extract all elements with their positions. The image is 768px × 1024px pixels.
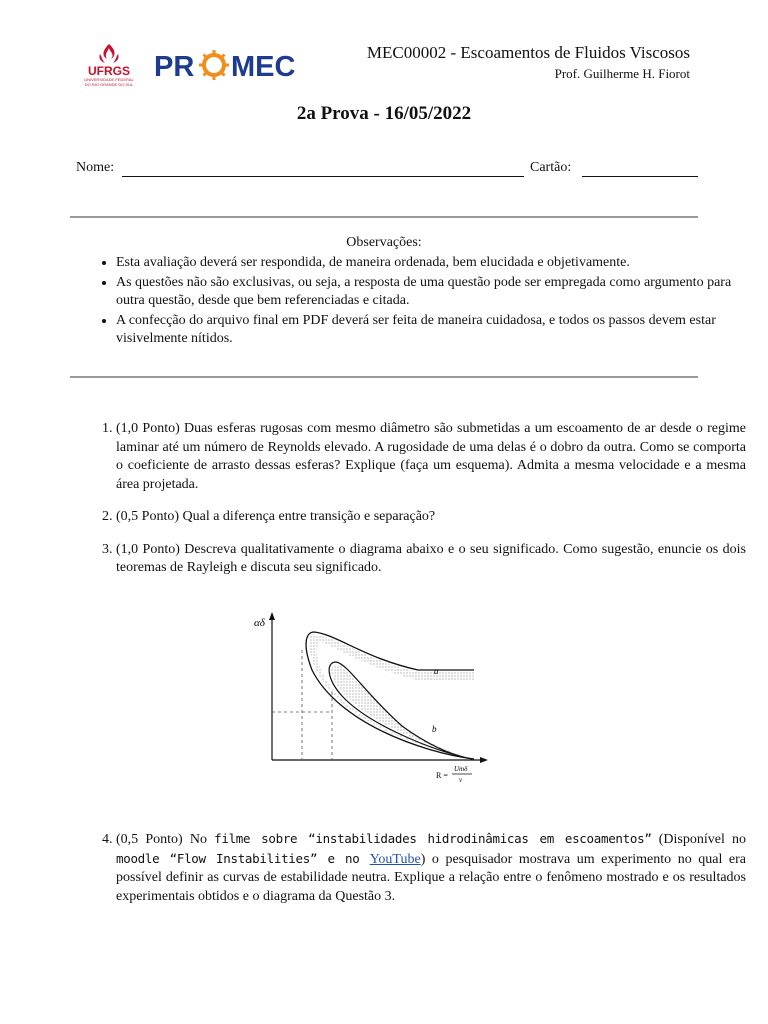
ufrgs-logo <box>78 42 140 88</box>
youtube-link[interactable]: YouTube <box>369 851 421 867</box>
nome-field-line[interactable] <box>122 176 524 177</box>
professor-name: Prof. Guilherme H. Fiorot <box>554 66 690 81</box>
question-4-list <box>72 830 746 906</box>
question-4-part-2: (Disponível no <box>651 832 747 847</box>
y-axis-label: αδ <box>254 617 265 629</box>
x-axis-fraction-num: Umδ <box>454 765 468 773</box>
questions-list <box>72 420 746 578</box>
promec-logo-text-2: MEC <box>231 51 296 82</box>
question-4-film-ref: filme sobre “instabilidades hidrodinâmicas em escoamentos” <box>214 831 652 846</box>
promec-logo <box>152 46 302 82</box>
curve-a-label: a <box>434 666 439 676</box>
stability-diagram <box>250 600 512 784</box>
curve-a <box>306 632 474 759</box>
ufrgs-flame-icon <box>99 44 118 63</box>
observation-item: • A confecção do arquivo final em PDF deverá ser feita de maneira cuidadosa, e todos os passos devem estar visivelmente nítidos. <box>116 312 746 349</box>
ufrgs-logo-subtext-2: DO RIO GRANDE DO SUL <box>84 82 134 87</box>
cartao-label: Cartão: <box>530 160 572 175</box>
y-axis-arrow <box>269 612 275 620</box>
question-1: 1. (1,0 Ponto) Duas esferas rugosas com mesmo diâmetro são submetidas a um escoamento de ar desde o regime laminar até um número de Reynolds elevado. A rugosidade de uma delas é o dobro da outra. Como se comporta o coeficiente de arrasto dessas esferas? Explique (faça um esquema). Admita a mesma velocidade e a mesma área projetada. <box>116 420 746 494</box>
nome-label: Nome: <box>76 160 115 175</box>
cartao-field-line[interactable] <box>582 176 698 177</box>
promec-gear-icon <box>199 50 229 80</box>
observations-title: Observações: <box>346 235 422 250</box>
observation-item: • Esta avaliação deverá ser respondida, de maneira ordenada, bem elucidada e objetivamente. <box>116 254 746 273</box>
ufrgs-logo-text: UFRGS <box>88 64 130 78</box>
x-axis-arrow <box>480 757 488 763</box>
observations-list <box>72 254 746 350</box>
question-4 <box>116 830 746 906</box>
question-2: 2. (0,5 Ponto) Qual a diferença entre transição e separação? <box>116 508 746 527</box>
divider-bottom <box>70 376 698 378</box>
exam-title: 2a Prova - 16/05/2022 <box>296 103 472 124</box>
curve-b-label: b <box>432 724 437 734</box>
curve-a-band <box>309 634 474 757</box>
ufrgs-logo-subtext-1: UNIVERSIDADE FEDERAL <box>84 77 134 82</box>
x-axis-label: R = <box>436 771 448 780</box>
x-axis-fraction-den: ν <box>459 776 463 784</box>
question-4-part-1: (0,5 Ponto) No <box>116 832 215 847</box>
question-4-part-3: ) o pesquisador mostrava um experimento no qual era possível definir as curvas de estabilidade neutra. Explique a relação entre o fenômeno mostrado e os resultados experimentais obtidos e o diagrama da Questão 3. <box>116 851 746 904</box>
question-4-moodle-ref: moodle “Flow Instabilities” e no <box>116 850 370 866</box>
course-title: MEC00002 - Escoamentos de Fluidos Viscosos <box>366 43 690 62</box>
observation-item: • As questões não são exclusivas, ou seja, a resposta de uma questão pode ser empregada como argumento para outra questão, desde que bem referenciadas e citada. <box>116 274 746 311</box>
question-3: 3. (1,0 Ponto) Descreva qualitativamente o diagrama abaixo e o seu significado. Como sugestão, enuncie os dois teoremas de Rayleigh e discuta seu significado. <box>116 541 746 578</box>
divider-top <box>70 216 698 218</box>
promec-logo-text-1: PR <box>154 51 195 82</box>
